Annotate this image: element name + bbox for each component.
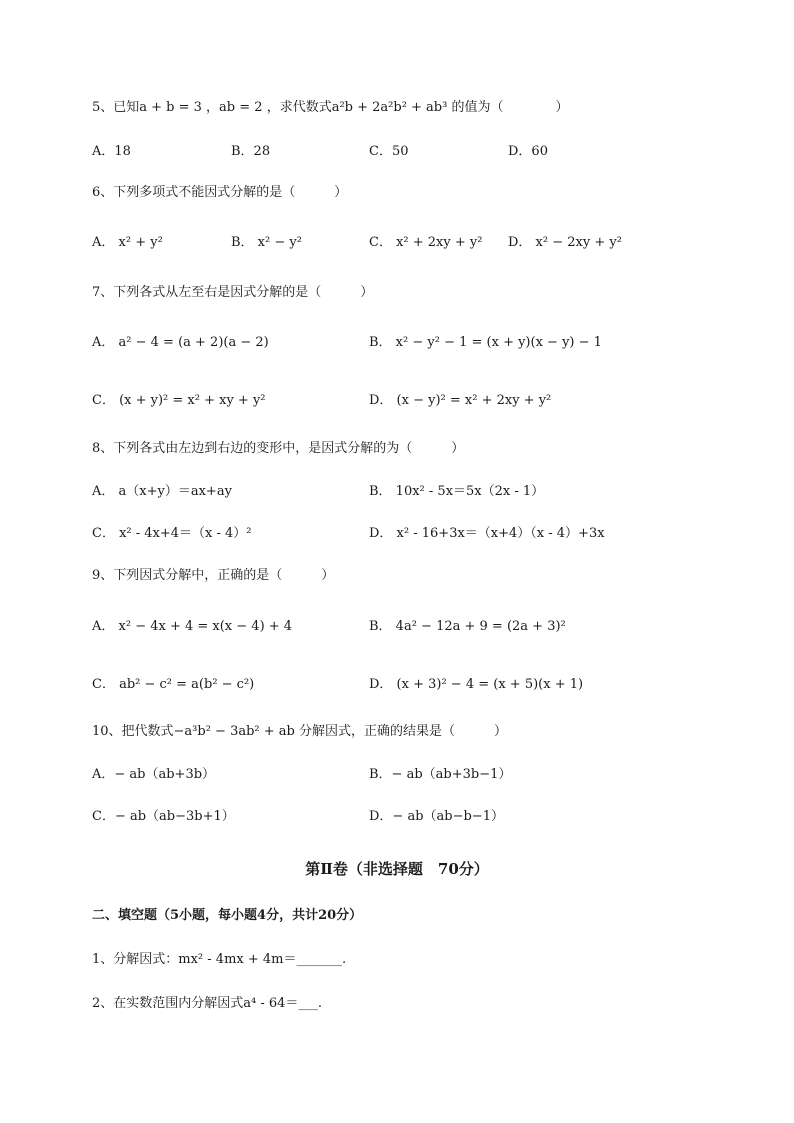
q6-option-a: A． x² + y² (92, 235, 163, 250)
question-5-stem: 5、已知a + b = 3 ，ab = 2 ，求代数式a²b + 2a²b² + ab³ 的值为（ ） (92, 100, 569, 115)
fill-question-1: 1、分解因式：mx² - 4mx + 4m＝_______. (92, 952, 347, 967)
q8-option-a: A． a（x+y）＝ax+ay (92, 484, 232, 499)
question-8-stem: 8、下列各式由左边到右边的变形中，是因式分解的为（ ） (92, 441, 465, 456)
q5-option-d: D．60 (508, 144, 548, 159)
fill-blank-header: 二、填空题（5小题，每小题4分，共计20分） (92, 908, 363, 923)
q10-option-c: C．− ab（ab−3b+1） (92, 809, 235, 824)
q5-option-b: B．28 (231, 144, 271, 159)
q10-option-d: D．− ab（ab−b−1） (369, 809, 504, 824)
question-10-stem: 10、把代数式−a³b² − 3ab² + ab 分解因式，正确的结果是（ ） (92, 724, 508, 739)
q5-option-a: A．18 (92, 144, 131, 159)
q9-option-d: D． (x + 3)² − 4 = (x + 5)(x + 1) (369, 677, 584, 692)
fill-question-2: 2、在实数范围内分解因式a⁴ - 64＝___. (92, 996, 323, 1011)
q10-option-a: A．− ab（ab+3b） (92, 767, 216, 782)
q7-option-a: A． a² − 4 = (a + 2)(a − 2) (92, 335, 269, 350)
question-6-stem: 6、下列多项式不能因式分解的是（ ） (92, 185, 348, 200)
q6-option-c: C． x² + 2xy + y² (369, 235, 483, 250)
question-9-stem: 9、下列因式分解中，正确的是（ ） (92, 568, 335, 583)
q9-option-b: B． 4a² − 12a + 9 = (2a + 3)² (369, 619, 566, 634)
question-7-stem: 7、下列各式从左至右是因式分解的是（ ） (92, 285, 374, 300)
q7-option-d: D． (x − y)² = x² + 2xy + y² (369, 393, 552, 408)
q8-option-c: C． x² - 4x+4＝（x - 4）² (92, 526, 252, 541)
q7-option-c: C． (x + y)² = x² + xy + y² (92, 393, 266, 408)
q8-option-b: B． 10x² - 5x＝5x（2x - 1） (369, 484, 545, 499)
section-title: 第Ⅱ卷（非选择题 70分） (305, 860, 489, 878)
q10-option-b: B．− ab（ab+3b−1） (369, 767, 512, 782)
q9-option-c: C． ab² − c² = a(b² − c²) (92, 677, 255, 692)
q5-option-c: C．50 (369, 144, 409, 159)
q6-option-d: D． x² − 2xy + y² (508, 235, 622, 250)
q6-option-b: B． x² − y² (231, 235, 302, 250)
q8-option-d: D． x² - 16+3x＝（x+4）（x - 4）+3x (369, 526, 605, 541)
q9-option-a: A． x² − 4x + 4 = x(x − 4) + 4 (92, 619, 293, 634)
q7-option-b: B． x² − y² − 1 = (x + y)(x − y) − 1 (369, 335, 602, 350)
